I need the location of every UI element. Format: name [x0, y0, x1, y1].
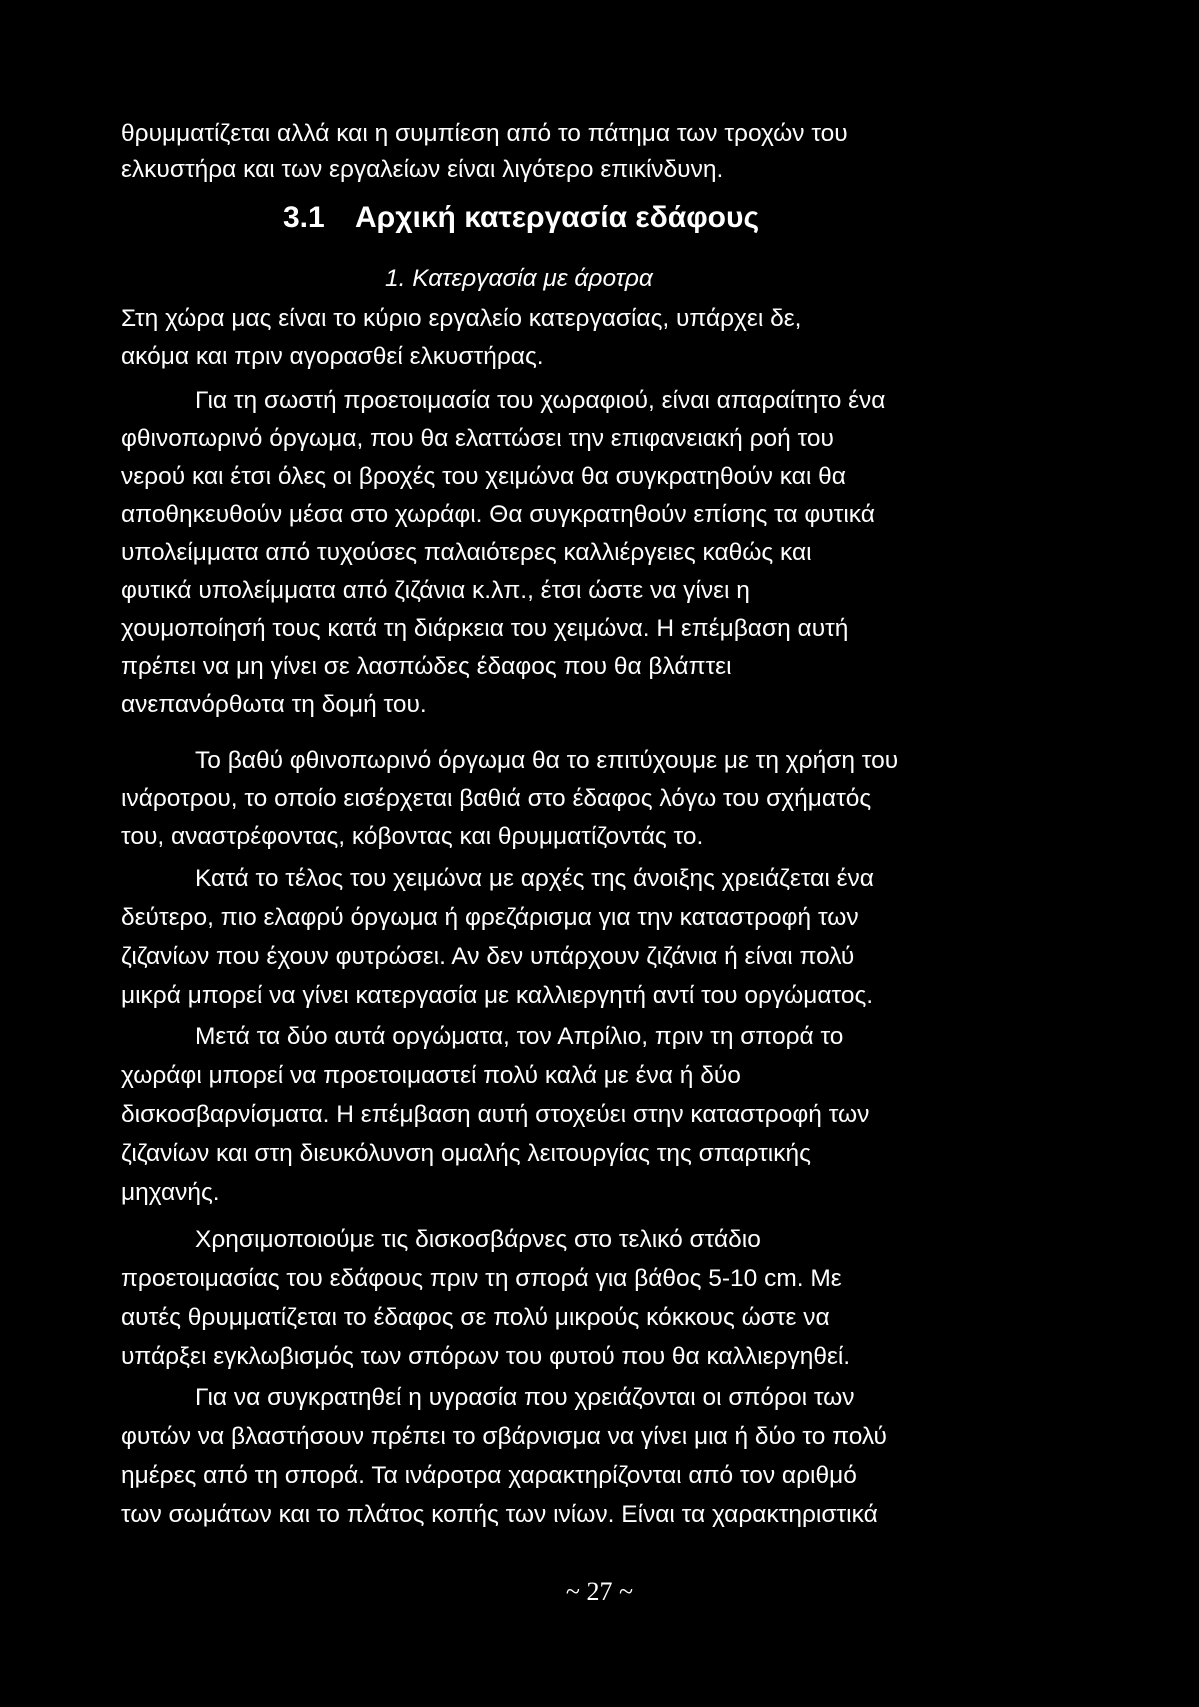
page-number: ~ 27 ~	[565, 1577, 634, 1606]
intro-line-2: ελκυστήρα και των εργαλείων είναι λιγότερο επικίνδυνη.	[121, 156, 724, 183]
section-title: Αρχική κατεργασία εδάφους	[355, 201, 760, 234]
body-line: ζιζανίων που έχουν φυτρώσει. Αν δεν υπάρχουν ζιζάνια ή είναι πολύ	[121, 943, 855, 970]
body-line: δισκοσβαρνίσματα. Η επέμβαση αυτή στοχεύει στην καταστροφή των	[121, 1101, 870, 1128]
section-heading	[283, 200, 759, 236]
body-line: πρέπει να μη γίνει σε λασπώδες έδαφος που θα βλάπτει	[121, 653, 732, 680]
body-line: χωράφι μπορεί να προετοιμαστεί πολύ καλά με ένα ή δύο	[121, 1062, 741, 1089]
body-line: υπάρξει εγκλωβισμός των σπόρων του φυτού που θα καλλιεργηθεί.	[121, 1343, 851, 1370]
body-line: ινάροτρου, το οποίο εισέρχεται βαθιά στο έδαφος λόγω του σχήματός	[121, 785, 872, 812]
body-line: φυτών να βλαστήσουν πρέπει το σβάρνισμα να γίνει μια ή δύο το πολύ	[121, 1423, 887, 1450]
body-line: ζιζανίων και στη διευκόλυνση ομαλής λειτουργίας της σπαρτικής	[121, 1140, 811, 1167]
subsection-heading: 1. Κατεργασία με άροτρα	[385, 265, 653, 292]
body-line: ακόμα και πριν αγορασθεί ελκυστήρας.	[121, 343, 544, 370]
body-line: μηχανής.	[121, 1179, 220, 1206]
body-line: φθινοπωρινό όργωμα, που θα ελαττώσει την επιφανειακή ροή του	[121, 425, 834, 452]
body-line: δεύτερο, πιο ελαφρύ όργωμα ή φρεζάρισμα για την καταστροφή των	[121, 904, 859, 931]
body-line: χουμοποίησή τους κατά τη διάρκεια του χειμώνα. Η επέμβαση αυτή	[121, 615, 849, 642]
body-line: αυτές θρυμματίζεται το έδαφος σε πολύ μικρούς κόκκους ώστε να	[121, 1304, 830, 1331]
body-line: φυτικά υπολείμματα από ζιζάνια κ.λπ., έτσι ώστε να γίνει η	[121, 577, 750, 604]
body-line: ανεπανόρθωτα τη δομή του.	[121, 691, 427, 718]
section-number: 3.1	[283, 201, 325, 234]
body-line: υπολείμματα από τυχούσες παλαιότερες καλλιέργειες καθώς και	[121, 539, 812, 566]
paragraph-start-line: Το βαθύ φθινοπωρινό όργωμα θα το επιτύχουμε με τη χρήση του	[195, 747, 899, 774]
body-line: Στη χώρα μας είναι το κύριο εργαλείο κατεργασίας, υπάρχει δε,	[121, 305, 802, 332]
body-line: αποθηκευθούν μέσα στο χωράφι. Θα συγκρατηθούν επίσης τα φυτικά	[121, 501, 875, 528]
paragraph-start-line: Μετά τα δύο αυτά οργώματα, τον Απρίλιο, πριν τη σπορά το	[195, 1023, 844, 1050]
paragraph-start-line: Για να συγκρατηθεί η υγρασία που χρειάζονται οι σπόροι των	[195, 1384, 855, 1411]
body-line: του, αναστρέφοντας, κόβοντας και θρυμματίζοντάς το.	[121, 823, 704, 850]
body-line: ημέρες από τη σπορά. Τα ινάροτρα χαρακτηρίζονται από τον αριθμό	[121, 1462, 857, 1489]
intro-line-1: θρυμματίζεται αλλά και η συμπίεση από το πάτημα των τροχών του	[121, 120, 848, 147]
body-line: μικρά μπορεί να γίνει κατεργασία με καλλιεργητή αντί του οργώματος.	[121, 982, 874, 1009]
body-line: νερού και έτσι όλες οι βροχές του χειμώνα θα συγκρατηθούν και θα	[121, 463, 846, 490]
paragraph-start-line: Κατά το τέλος του χειμώνα με αρχές της άνοιξης χρειάζεται ένα	[195, 865, 874, 892]
paragraph-start-line: Για τη σωστή προετοιμασία του χωραφιού, είναι απαραίτητο ένα	[195, 387, 886, 414]
body-line: των σωμάτων και το πλάτος κοπής των ινίων. Είναι τα χαρακτηριστικά	[121, 1501, 878, 1528]
body-line: προετοιμασίας του εδάφους πριν τη σπορά για βάθος 5-10 cm. Με	[121, 1265, 842, 1292]
paragraph-start-line: Χρησιμοποιούμε τις δισκοσβάρνες στο τελικό στάδιο	[195, 1226, 761, 1253]
